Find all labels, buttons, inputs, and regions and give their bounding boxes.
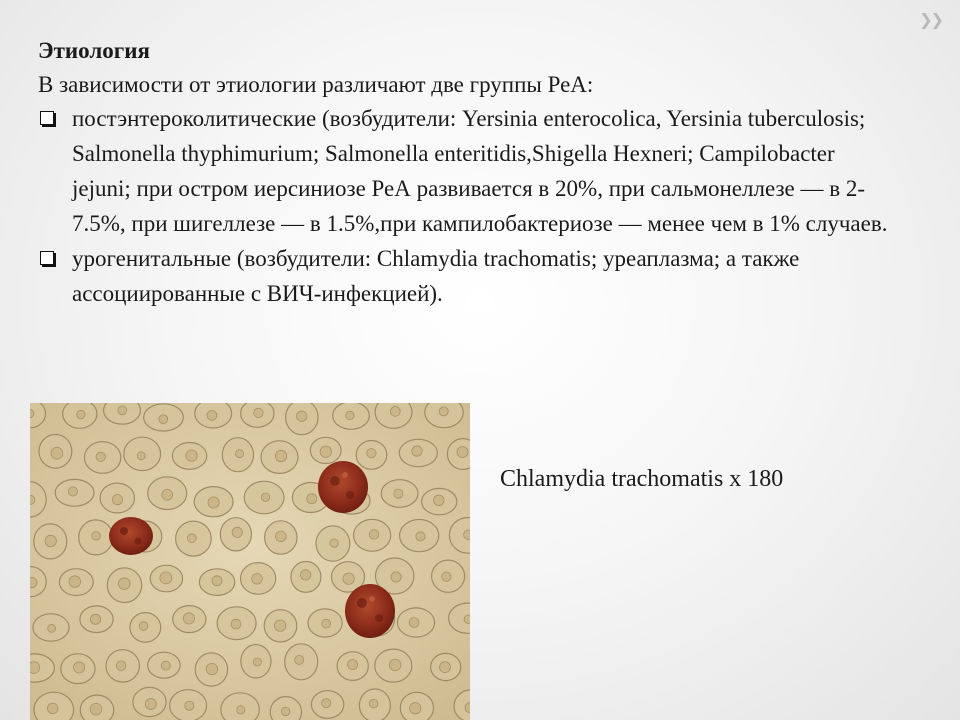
cell-nucleus [253, 658, 261, 666]
cell-nucleus [119, 578, 131, 590]
cell-nucleus [322, 619, 331, 628]
cell-nucleus [236, 450, 244, 458]
cell-nucleus [346, 411, 354, 419]
cell-nucleus [412, 446, 422, 456]
cell-nucleus [90, 703, 102, 715]
cell-nucleus [297, 411, 307, 421]
intro-text: В зависимости от этиологии различают две группы РеА: [38, 72, 594, 97]
cell-nucleus [390, 407, 400, 417]
cell-nucleus [161, 661, 170, 670]
cell-nucleus [320, 446, 331, 457]
bullet-item-urogenital [38, 241, 888, 311]
slide-title: Этиология [38, 38, 150, 63]
cell-nucleus [145, 699, 156, 710]
cell-nucleus [45, 535, 56, 546]
cell-nucleus [212, 576, 222, 586]
cell-nucleus [77, 410, 85, 418]
cell-nucleus [281, 707, 290, 716]
cell-nucleus [301, 570, 311, 580]
cell-nucleus [261, 493, 269, 501]
cell-nucleus [47, 703, 58, 714]
image-caption: Chlamydia trachomatis х 180 [500, 466, 784, 492]
cell-nucleus [457, 447, 468, 458]
cell-nucleus [118, 406, 127, 415]
inclusion-body [345, 584, 395, 638]
cell-nucleus [139, 622, 148, 631]
cell-nucleus [348, 660, 358, 670]
cell-nucleus [322, 699, 331, 708]
cell-nucleus [231, 619, 241, 629]
cell-nucleus [416, 532, 425, 541]
cell-nucleus [276, 531, 287, 542]
cell-nucleus [30, 578, 37, 588]
cell-nucleus [206, 663, 217, 674]
cell-nucleus [162, 489, 173, 500]
cell-nucleus [369, 699, 378, 708]
cell-nucleus [90, 614, 100, 624]
cell-nucleus [208, 497, 219, 508]
cell-nucleus [394, 489, 403, 498]
checkbox-bullet-icon [40, 251, 54, 265]
cell-nucleus [160, 572, 172, 584]
cell-nucleus [434, 495, 445, 506]
micrograph-image [30, 403, 470, 720]
cell-nucleus [159, 415, 168, 424]
cell-nucleus [410, 703, 421, 714]
cell-nucleus [112, 495, 122, 505]
inclusion-body [318, 461, 368, 513]
cell-nucleus [307, 494, 317, 504]
cell-nucleus [96, 452, 105, 461]
cell-nucleus [343, 573, 354, 584]
cell-nucleus [186, 450, 197, 461]
cell-nucleus [207, 411, 217, 421]
cell-nucleus [295, 655, 304, 664]
cell-nucleus [116, 661, 126, 671]
cell-nucleus [183, 613, 194, 624]
cell-nucleus [187, 534, 196, 543]
cell-nucleus [237, 706, 245, 714]
cell-nucleus [92, 532, 101, 541]
inclusion-body [109, 517, 153, 555]
cell-nucleus [252, 574, 263, 585]
cell-nucleus [74, 662, 85, 673]
cell-nucleus [439, 407, 448, 416]
bullet-text: урогенитальные (возбудители: Chlamydia trachomatis; уреаплазма; а также ассоциированные с ВИЧ-инфекцией). [72, 246, 800, 306]
cell-nucleus [48, 624, 56, 632]
cell-nucleus [391, 572, 401, 582]
cell-nucleus [442, 572, 451, 581]
cell-nucleus [369, 530, 378, 539]
cell-nucleus [367, 449, 376, 458]
cell-nucleus [68, 487, 77, 496]
cell-nucleus [464, 615, 470, 623]
bullet-list [38, 101, 888, 311]
cell-nucleus [464, 530, 470, 539]
cell-nucleus [330, 539, 338, 547]
cell-nucleus [275, 450, 286, 461]
cell-nucleus [185, 701, 194, 710]
cell-nucleus [232, 527, 242, 537]
cell-nucleus [409, 618, 419, 628]
cell-nucleus [30, 662, 40, 674]
bullet-item-postenterocolitic [38, 101, 888, 241]
cell-nucleus [137, 452, 145, 460]
chlamydia-micrograph [30, 403, 470, 720]
slide-content [38, 34, 888, 311]
cell-nucleus [389, 659, 401, 671]
cell-nucleus [69, 576, 81, 588]
checkbox-bullet-icon [40, 111, 54, 125]
cell-nucleus [275, 620, 286, 631]
cell-nucleus [440, 662, 451, 673]
bullet-text: постэнтероколитические (возбудители: Yersinia enterocolica, Yersinia tuberculosis; Salmonella thyphimurium; Salmonella enteritidis,Shigella Hexneri; Campilobacter jejuni; при остром иерсиниозе РеА развивается в 20%, при сальмонеллезе — в 2-7.5%, при шигеллезе — в 1.5%,при кампилобактериозе — менее чем в 1% случаев. [72, 106, 888, 236]
cell-nucleus [51, 447, 63, 459]
next-slide-icon[interactable]: ❯❯ [919, 10, 942, 29]
cell-nucleus [254, 408, 263, 417]
